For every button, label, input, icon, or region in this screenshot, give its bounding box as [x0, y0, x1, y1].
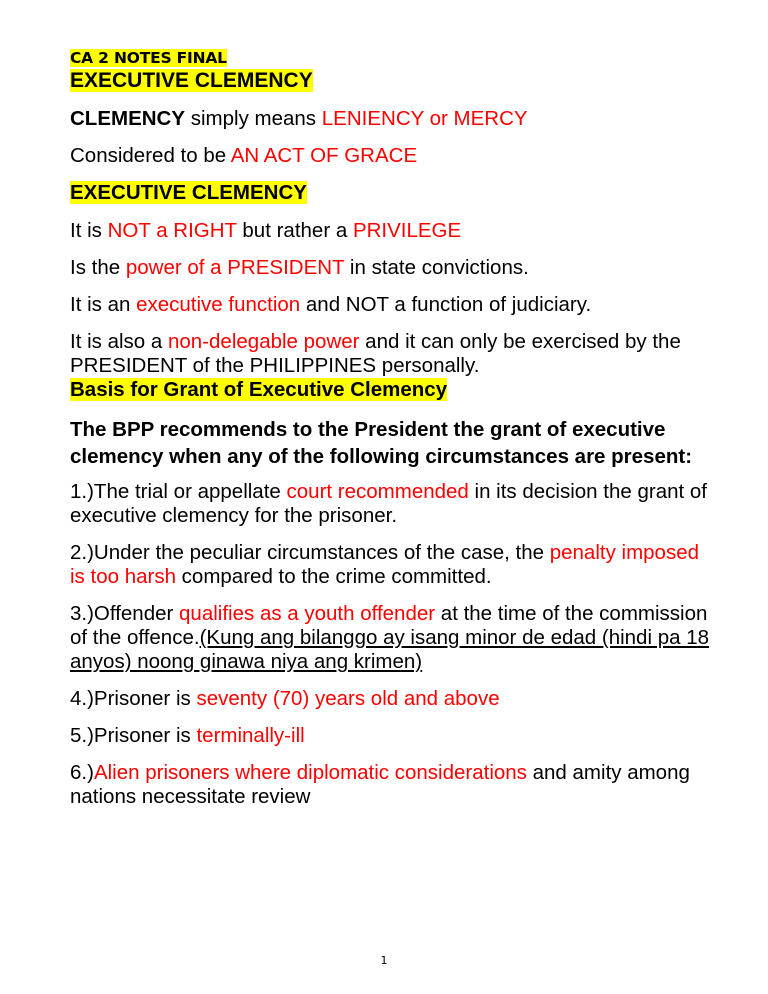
list-item-2: 2.)Under the peculiar circumstances of the case, the penalty imposed is too harsh compared to the crime committed.	[70, 541, 700, 588]
paragraph-clemency-meaning: CLEMENCY simply means LENIENCY or MERCY	[70, 107, 528, 130]
list-item-3: 3.)Offender qualifies as a youth offender at the time of the commission of the offence.(Kung ang bilanggo ay isang minor de edad (hindi pa 18 anyos) noong ginawa niya ang krimen)	[70, 602, 710, 673]
heading-executive-clemency-2: EXECUTIVE CLEMENCY	[70, 181, 307, 204]
paragraph-act-of-grace: Considered to be AN ACT OF GRACE	[70, 144, 418, 167]
list-item-5: 5.)Prisoner is terminally-ill	[70, 724, 305, 747]
notes-title: CA 2 NOTES FINAL	[70, 49, 227, 67]
paragraph-bpp-recommends: The BPP recommends to the President the grant of executive clemency when any of the following circumstances are present:	[70, 418, 693, 468]
heading-executive-clemency: EXECUTIVE CLEMENCY	[70, 69, 313, 92]
paragraph-non-delegable: It is also a non-delegable power and it can only be exercised by the PRESIDENT of the PHILIPPINES personally.	[70, 330, 681, 377]
paragraph-privilege: It is NOT a RIGHT but rather a PRIVILEGE	[70, 219, 462, 242]
list-item-4: 4.)Prisoner is seventy (70) years old and above	[70, 687, 500, 710]
paragraph-executive-function: It is an executive function and NOT a function of judiciary.	[70, 293, 592, 316]
list-item-1: 1.)The trial or appellate court recommended in its decision the grant of executive clemency for the prisoner.	[70, 480, 707, 527]
heading-basis-for-grant: Basis for Grant of Executive Clemency	[70, 378, 448, 401]
page-number: 1	[380, 954, 388, 967]
paragraph-power-of-president: Is the power of a PRESIDENT in state convictions.	[70, 256, 529, 279]
list-item-6: 6.)Alien prisoners where diplomatic considerations and amity among nations necessitate review	[70, 761, 690, 808]
document-body	[70, 48, 710, 822]
